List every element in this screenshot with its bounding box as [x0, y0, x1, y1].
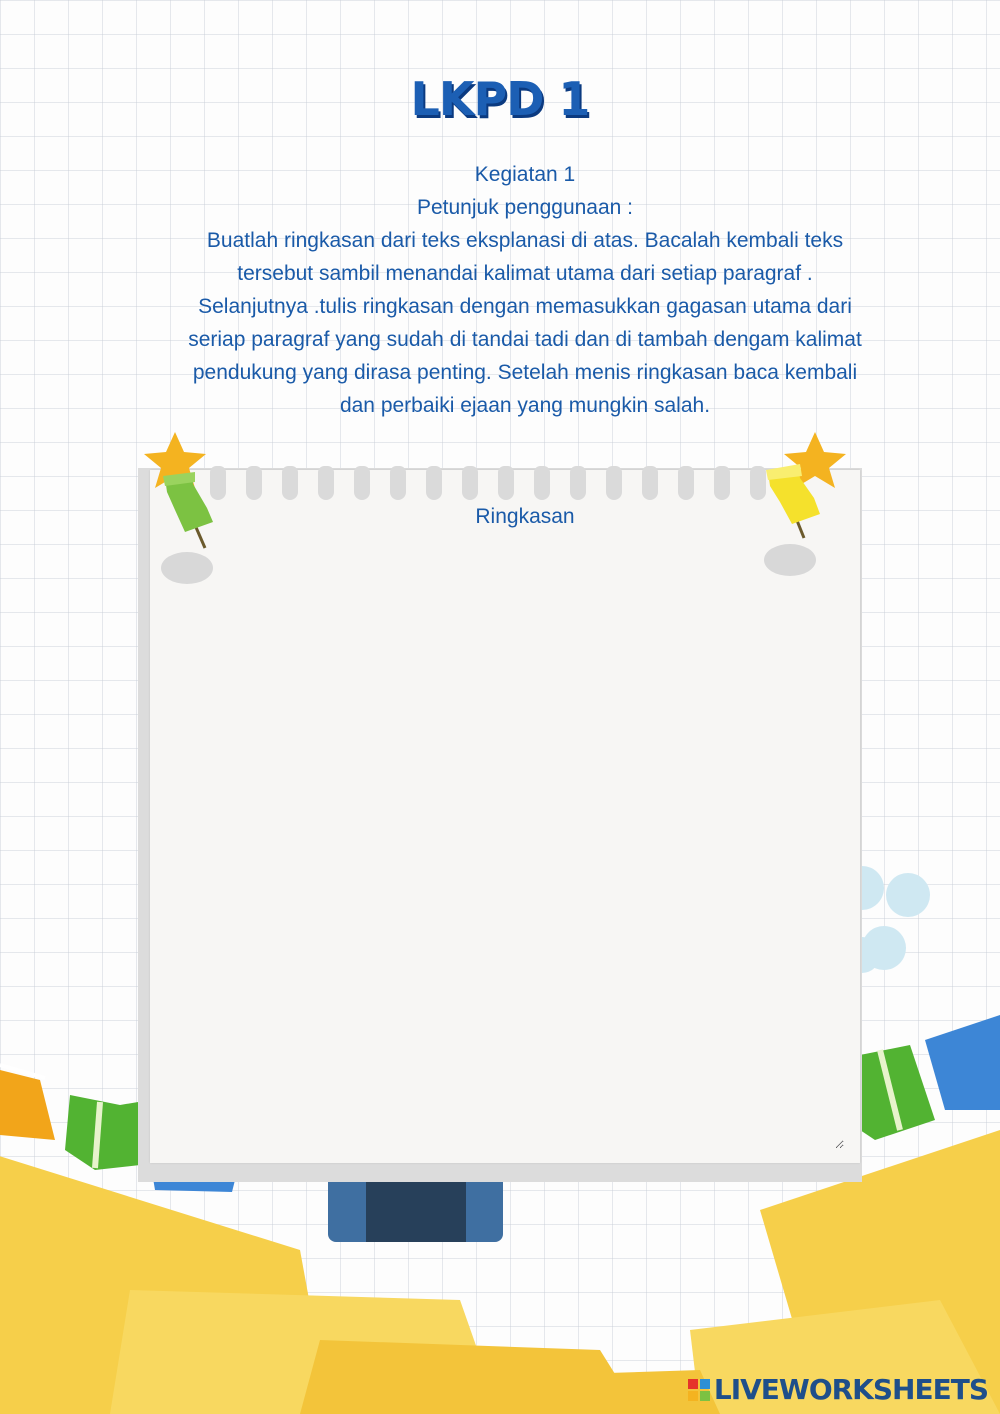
instruction-line: pendukung yang dirasa penting. Setelah menis ringkasan baca kembali: [192, 361, 858, 384]
green-pushpin-icon: [155, 470, 225, 590]
paper-binding-holes: [200, 466, 840, 502]
liveworksheets-logo: [688, 1373, 988, 1406]
yellow-pushpin-icon: [758, 458, 828, 583]
page-title: LKPD 1: [410, 72, 590, 126]
instruction-line: tersebut sambil menandai kalimat utama dari setiap paragraf .: [237, 262, 813, 285]
instructions-heading: Petunjuk penggunaan :: [416, 196, 634, 219]
liveworksheets-logo-icon: [688, 1379, 710, 1401]
answer-label: Ringkasan: [475, 505, 575, 528]
logo-text: LIVEWORKSHEETS: [713, 1373, 988, 1406]
instruction-line: Selanjutnya .tulis ringkasan dengan memasukkan gagasan utama dari: [198, 295, 852, 318]
instructions-block: [110, 158, 940, 422]
activity-label: Kegiatan 1: [474, 163, 576, 186]
instruction-line: seriap paragraf yang sudah di tandai tadi dan di tambah dengam kalimat: [188, 328, 862, 351]
summary-answer-field[interactable]: [170, 545, 844, 1149]
instruction-line: dan perbaiki ejaan yang mungkin salah.: [339, 394, 711, 417]
book-icon: [0, 1065, 150, 1170]
instruction-line: Buatlah ringkasan dari teks eksplanasi di atas. Bacalah kembali teks: [206, 229, 844, 252]
